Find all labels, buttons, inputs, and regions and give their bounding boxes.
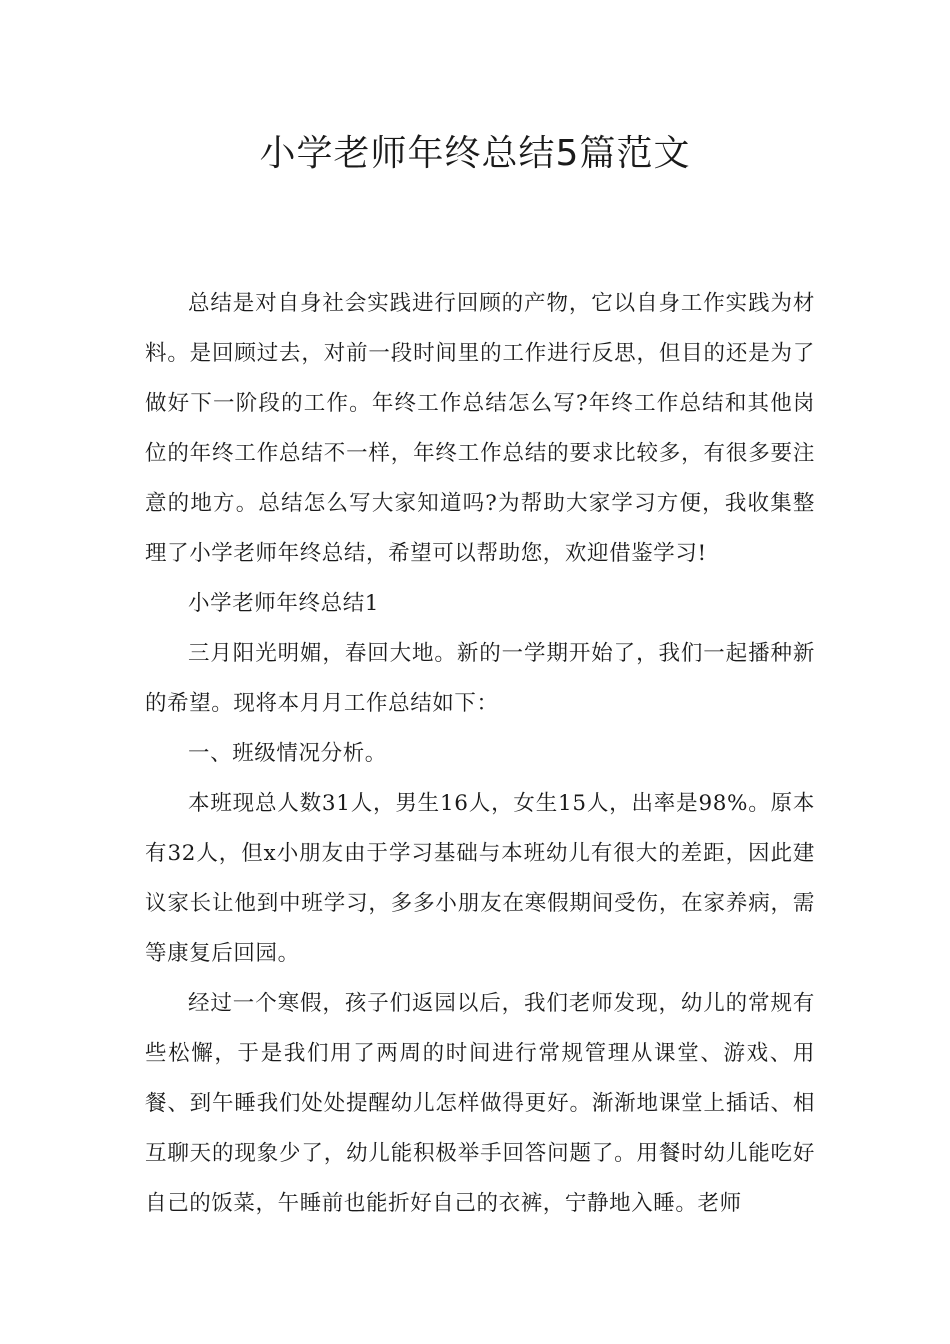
document-title: 小学老师年终总结5篇范文 xyxy=(259,133,691,174)
document-body xyxy=(145,279,815,1229)
intro-paragraph: 总结是对自身社会实践进行回顾的产物，它以自身工作实践为材料。是回顾过去，对前一段时间里的工作进行反思，但目的还是为了做好下一阶段的工作。年终工作总结怎么写?年终工作总结和其他岗位的年终工作总结不一样，年终工作总结的要求比较多，有很多要注意的地方。总结怎么写大家知道吗?为帮助大家学习方便，我收集整理了小学老师年终总结，希望可以帮助您，欢迎借鉴学习! xyxy=(145,291,815,566)
subsection-heading: 一、班级情况分析。 xyxy=(188,741,387,766)
section-heading: 小学老师年终总结1 xyxy=(188,591,380,616)
opening-paragraph: 三月阳光明媚，春回大地。新的一学期开始了，我们一起播种新的希望。现将本月月工作总结如下： xyxy=(145,641,815,716)
class-stats-paragraph: 本班现总人数31人，男生16人，女生15人，出率是98%。原本有32人，但x小朋友由于学习基础与本班幼儿有很大的差距，因此建议家长让他到中班学习，多多小朋友在寒假期间受伤，在家养病，需等康复后回园。 xyxy=(145,791,815,966)
routine-paragraph: 经过一个寒假，孩子们返园以后，我们老师发现，幼儿的常规有些松懈，于是我们用了两周的时间进行常规管理从课堂、游戏、用餐、到午睡我们处处提醒幼儿怎样做得更好。渐渐地课堂上插话、相互聊天的现象少了，幼儿能积极举手回答问题了。用餐时幼儿能吃好自己的饭菜，午睡前也能折好自己的衣裤，宁静地入睡。老师 xyxy=(145,991,815,1216)
